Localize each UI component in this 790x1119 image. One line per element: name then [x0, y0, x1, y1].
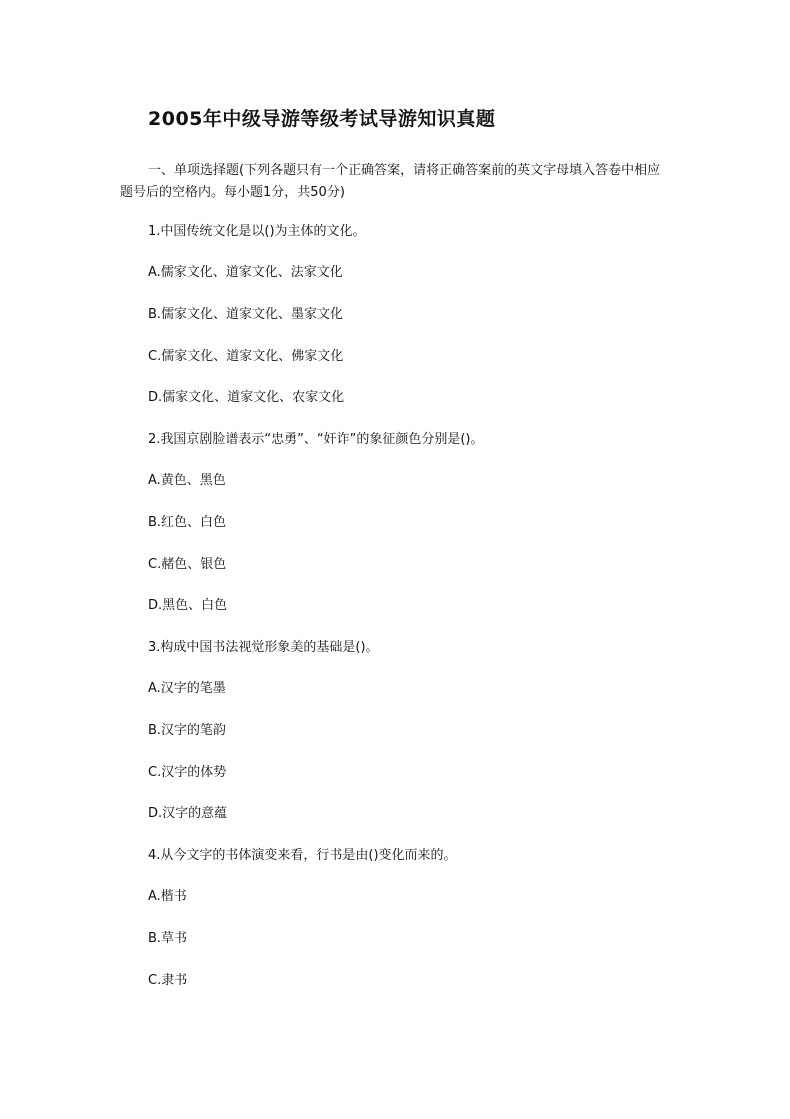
question-1-option-c: C.儒家文化、道家文化、佛家文化: [148, 349, 344, 364]
question-2-option-d: D.黑色、白色: [148, 598, 228, 613]
section-intro: 一、单项选择题(下列各题只有一个正确答案，请将正确答案前的英文字母填入答卷中相应题号后的空格内。每小题1分，共50分): [120, 163, 661, 200]
question-4-option-c: C.隶书: [148, 973, 188, 988]
question-1-option-d: D.儒家文化、道家文化、农家文化: [148, 390, 345, 405]
question-3-option-b: B.汉字的笔韵: [148, 723, 227, 738]
question-3-option-d: D.汉字的意蕴: [148, 806, 228, 821]
question-3-option-a: A.汉字的笔墨: [148, 681, 226, 696]
question-4-option-a: A.楷书: [148, 889, 187, 904]
question-3: 3.构成中国书法视觉形象美的基础是()。: [148, 640, 379, 655]
question-2-option-b: B.红色、白色: [148, 515, 227, 530]
document-title: 2005年中级导游等级考试导游知识真题: [148, 108, 496, 130]
question-1-option-a: A.儒家文化、道家文化、法家文化: [148, 265, 343, 280]
question-2-option-a: A.黄色、黑色: [148, 473, 226, 488]
question-1-option-b: B.儒家文化、道家文化、墨家文化: [148, 307, 344, 322]
question-4: 4.从今文字的书体演变来看，行书是由()变化而来的。: [148, 848, 457, 863]
question-2: 2.我国京剧脸谱表示“忠勇”、“奸诈”的象征颜色分别是()。: [148, 432, 484, 447]
question-3-option-c: C.汉字的体势: [148, 765, 227, 780]
question-1: 1.中国传统文化是以()为主体的文化。: [148, 224, 366, 239]
question-2-option-c: C.赭色、银色: [148, 557, 227, 572]
question-4-option-b: B.草书: [148, 931, 188, 946]
